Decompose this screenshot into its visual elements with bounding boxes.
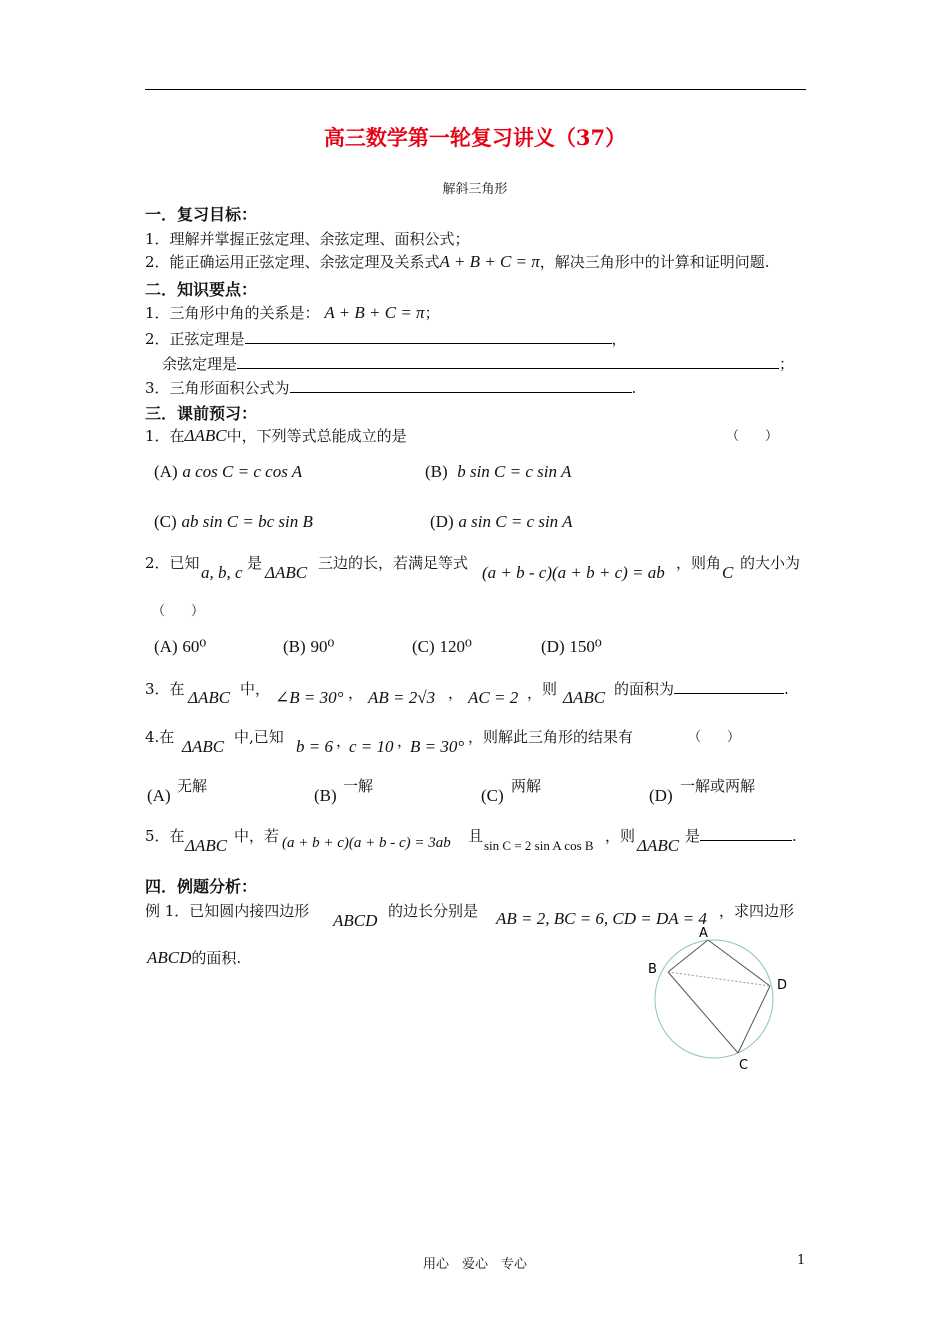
q3-side-ab: AB = 2√3 — [368, 688, 436, 707]
q4-option-c[interactable]: 两解 — [511, 777, 542, 795]
q4-side-b: b = 6 — [296, 737, 333, 756]
option-label: (D) — [541, 637, 565, 656]
q3-answer-blank[interactable] — [674, 679, 784, 694]
q2-option-c[interactable] — [412, 637, 472, 657]
q4-answer-paren[interactable]: （ ） — [688, 730, 741, 745]
page-footer: 用心 爱心 专心 — [422, 1257, 527, 1272]
answer-blank-sine-law[interactable] — [245, 329, 612, 344]
knowledge-2-end: ， — [611, 330, 627, 348]
example-1-line-2 — [147, 947, 241, 968]
knowledge-3-label: 3．三角形面积公式为 — [145, 379, 290, 397]
q4-option-a[interactable]: 无解 — [177, 777, 208, 795]
q3-angle-b: ∠B = 30° — [275, 688, 344, 707]
q5-end: . — [792, 827, 797, 845]
q2-text-post: 的大小为 — [740, 554, 801, 572]
option-value: 60⁰ — [182, 637, 207, 656]
knowledge-2-label: 2．正弦定理是 — [145, 330, 245, 348]
q3-sep-1: ， — [348, 684, 364, 702]
option-math: b sin C = c sin A — [457, 462, 572, 481]
q3-text-mid1: 中， — [240, 680, 271, 698]
goal-2-text-end: ，解决三角形中的计算和证明问题. — [539, 253, 770, 271]
q4-text-post: ，则解此三角形的结果有 — [468, 728, 634, 746]
q5-text-mid3: ，则 — [605, 827, 636, 845]
header-rule — [145, 89, 806, 90]
knowledge-1-math: A + B + C = π — [324, 303, 425, 322]
option-math: ab sin C = bc sin B — [181, 512, 313, 531]
q2-vars: a, b, c — [201, 563, 243, 582]
option-math: a cos C = c cos A — [182, 462, 303, 481]
q4-option-b-label[interactable]: (B) — [314, 786, 337, 805]
example-1-quad: ABCD — [333, 911, 378, 930]
q3-sep-2: ， — [448, 684, 464, 702]
goal-2 — [145, 251, 770, 272]
page-number: 1 — [797, 1253, 806, 1268]
knowledge-2 — [145, 328, 627, 349]
q5-text-pre: 5．在 — [145, 827, 185, 845]
option-label: (D) — [430, 512, 454, 531]
section-heading-3: 三．课前预习： — [145, 404, 258, 423]
example-1-text-post: ，求四边形 — [719, 902, 795, 920]
vertex-label-d: D — [777, 978, 788, 993]
vertex-label-b: B — [648, 962, 657, 977]
q2-option-b[interactable] — [283, 637, 334, 657]
q4-side-c: c = 10 — [349, 737, 394, 756]
q1-option-b[interactable] — [425, 462, 571, 482]
knowledge-1 — [145, 302, 440, 323]
option-label: (B) — [283, 637, 306, 656]
example-1-quad-2: ABCD — [147, 948, 192, 967]
option-math: a sin C = c sin A — [458, 512, 573, 531]
answer-blank-area-formula[interactable] — [290, 378, 632, 393]
q1-text-post: 中，下列等式总能成立的是 — [226, 427, 407, 445]
q2-option-d[interactable] — [541, 637, 602, 657]
q2-answer-paren[interactable]: （ ） — [152, 604, 205, 619]
option-label: (A) — [154, 462, 178, 481]
q2-text-pre: 2．已知 — [145, 554, 200, 572]
q5-equation-1: (a + b + c)(a + b - c) = 3ab — [282, 835, 451, 851]
q3-side-ac: AC = 2 — [468, 688, 519, 707]
example-1-text-mid: 的边长分别是 — [388, 902, 479, 920]
section-heading-1: 一．复习目标： — [145, 205, 258, 224]
q5-text-mid1: 中，若 — [234, 827, 280, 845]
q1-triangle: ΔABC — [184, 426, 227, 445]
q5-triangle: ΔABC — [185, 836, 228, 855]
q3-triangle-2: ΔABC — [563, 688, 606, 707]
option-label: (B) — [425, 462, 448, 481]
q4-text-pre: 4.在 — [145, 728, 175, 746]
q4-option-b[interactable]: 一解 — [343, 777, 374, 795]
q5-equation-2: sin C = 2 sin A cos B — [484, 838, 594, 853]
q1-text-pre: 1．在 — [145, 427, 185, 445]
q4-triangle: ΔABC — [182, 737, 225, 756]
q5-answer-blank[interactable] — [700, 826, 792, 841]
q5-text-post-label: 是 — [685, 827, 701, 845]
q2-triangle: ΔABC — [265, 563, 308, 582]
q5-triangle-2: ΔABC — [637, 836, 680, 855]
option-value: 90⁰ — [310, 637, 335, 656]
q2-angle: C — [722, 563, 734, 582]
q4-option-a-label[interactable]: (A) — [147, 786, 171, 805]
example-1-text-end: 的面积. — [191, 949, 242, 967]
option-value: 150⁰ — [569, 637, 602, 656]
option-label: (C) — [412, 637, 435, 656]
q3-text-mid2: 则 — [542, 680, 558, 698]
knowledge-1-end: ； — [424, 304, 440, 322]
q3-text-pre: 3．在 — [145, 680, 185, 698]
q2-text-mid3: ，则角 — [676, 554, 722, 572]
side-bc — [668, 972, 738, 1053]
q3-text-post-label: 的面积为 — [614, 680, 675, 698]
q4-sep-2: ， — [397, 732, 413, 750]
goal-2-text: 2．能正确运用正弦定理、余弦定理及关系式 — [145, 253, 440, 271]
q4-option-c-label[interactable]: (C) — [481, 786, 504, 805]
example-1-equation: AB = 2, BC = 6, CD = DA = 4 — [496, 909, 707, 928]
cyclic-quadrilateral-figure — [640, 920, 800, 1080]
q2-text-mid2: 三边的长，若满足等式 — [318, 554, 469, 572]
goal-1: 1．理解并掌握正弦定理、余弦定理、面积公式； — [145, 230, 470, 248]
knowledge-2b — [162, 353, 794, 374]
section-heading-4: 四．例题分析： — [145, 877, 258, 896]
knowledge-2b-label: 余弦定理是 — [162, 355, 238, 373]
q1-option-a[interactable] — [154, 462, 302, 482]
q4-text-mid1: 中,已知 — [234, 728, 284, 746]
option-label: (A) — [154, 637, 178, 656]
q3-end: . — [784, 680, 789, 698]
knowledge-3 — [145, 377, 636, 398]
question-1 — [145, 425, 407, 446]
q5-text-post — [685, 825, 797, 846]
knowledge-3-end: . — [631, 379, 637, 397]
q4-sep-1: ， — [336, 732, 352, 750]
q1-answer-paren[interactable]: （ ） — [726, 429, 779, 444]
page-subtitle: 解斜三角形 — [442, 182, 508, 197]
q2-equation: (a + b - c)(a + b + c) = ab — [482, 563, 665, 582]
q1-option-d[interactable] — [430, 512, 573, 532]
example-1-text-pre: 例 1．已知圆内接四边形 — [145, 902, 310, 920]
q4-option-d[interactable]: 一解或两解 — [680, 777, 756, 795]
q4-option-d-label[interactable]: (D) — [649, 786, 673, 805]
vertex-label-a: A — [699, 926, 708, 941]
q3-text-post — [614, 678, 789, 699]
option-label: (C) — [154, 512, 177, 531]
knowledge-2b-end: ； — [779, 355, 795, 373]
goal-2-math: A + B + C = π — [439, 252, 540, 271]
option-value: 120⁰ — [439, 637, 472, 656]
circumcircle — [655, 940, 773, 1058]
q1-option-c[interactable] — [154, 512, 313, 532]
q2-text-mid1: 是 — [247, 554, 263, 572]
q3-triangle: ΔABC — [188, 688, 231, 707]
knowledge-1-text: 1．三角形中角的关系是： — [145, 304, 320, 322]
q5-text-mid2: 且 — [468, 827, 484, 845]
answer-blank-cosine-law[interactable] — [237, 354, 779, 369]
q3-sep-3: ， — [527, 684, 543, 702]
section-heading-2: 二．知识要点： — [145, 280, 258, 299]
page-title: 高三数学第一轮复习讲义（37） — [323, 125, 627, 150]
q2-option-a[interactable] — [154, 637, 206, 657]
q4-angle-b: B = 30° — [410, 737, 465, 756]
vertex-label-c: C — [739, 1058, 749, 1073]
